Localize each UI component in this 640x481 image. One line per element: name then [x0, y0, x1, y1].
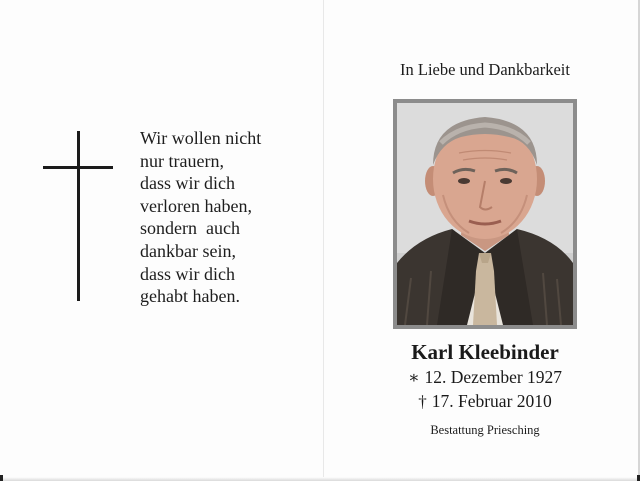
- cross-icon: [43, 131, 113, 301]
- poem-line: gehabt haben.: [140, 286, 240, 307]
- card-shadow: [0, 477, 640, 481]
- deceased-name: Karl Kleebinder: [411, 340, 559, 364]
- poem-line: dass wir dich: [140, 173, 235, 194]
- portrait-photo: [397, 103, 573, 325]
- portrait-frame: [393, 99, 577, 329]
- poem-line: dass wir dich: [140, 263, 235, 284]
- dagger-icon: †: [418, 392, 427, 411]
- corner-mark: [0, 475, 3, 481]
- poem-line: verloren haben,: [140, 195, 252, 216]
- funeral-home: Bestattung Priesching: [430, 423, 540, 437]
- death-date: 17. Februar 2010: [431, 391, 552, 411]
- poem-line: sondern auch: [140, 218, 240, 239]
- poem-line: Wir wollen nicht: [140, 128, 262, 148]
- death-date-line: [340, 391, 630, 412]
- poem-line: dankbar sein,: [140, 240, 236, 261]
- card-fold-line: [323, 0, 324, 481]
- dedication-heading: In Liebe und Dankbarkeit: [400, 60, 570, 79]
- birth-date-line: [340, 367, 630, 388]
- asterisk-icon: ∗: [407, 368, 420, 387]
- birth-date: 12. Dezember 1927: [424, 367, 563, 387]
- poem: [140, 127, 315, 308]
- poem-line: nur trauern,: [140, 150, 224, 171]
